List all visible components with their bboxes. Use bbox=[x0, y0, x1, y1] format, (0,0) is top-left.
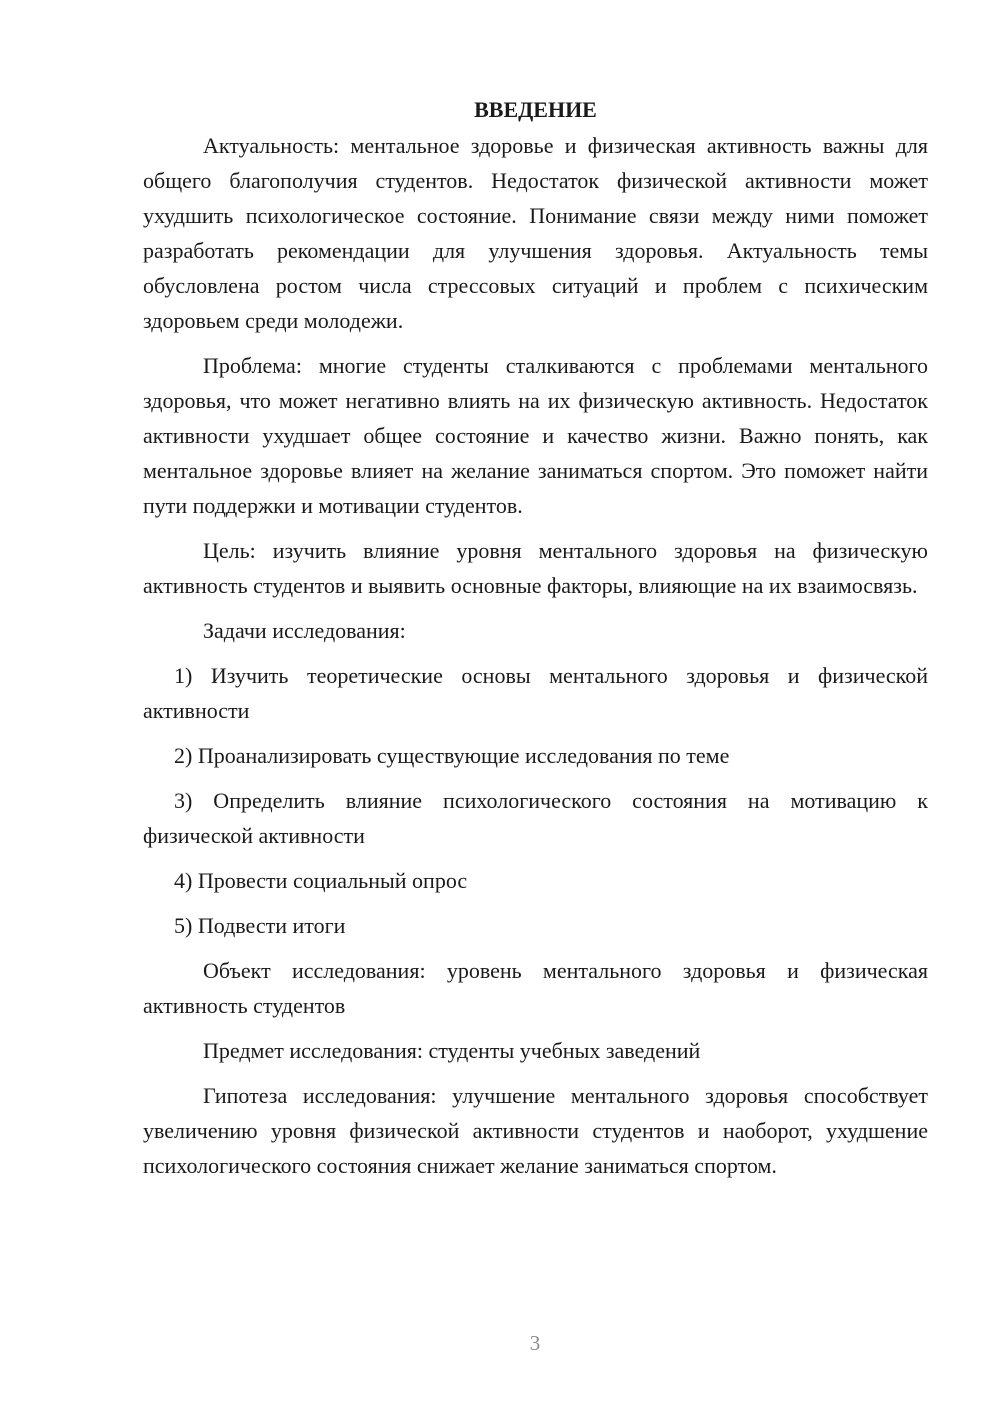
section-title: ВВЕДЕНИЕ bbox=[474, 97, 597, 122]
document-page bbox=[143, 92, 928, 1193]
tasks-heading: Задачи исследования: bbox=[203, 618, 406, 643]
goal-paragraph: Цель: изучить влияние уровня ментального здоровья на физическую активность студентов и выявить основные факторы, влияющие на их взаимосвязь. bbox=[143, 538, 928, 598]
task-item-2: 2) Проанализировать существующие исследования по теме bbox=[174, 743, 730, 768]
task-item-1: 1) Изучить теоретические основы ментального здоровья и физической активности bbox=[143, 663, 928, 723]
subject-paragraph: Предмет исследования: студенты учебных заведений bbox=[203, 1038, 701, 1063]
object-paragraph: Объект исследования: уровень ментального здоровья и физическая активность студентов bbox=[143, 958, 928, 1018]
problem-paragraph: Проблема: многие студенты сталкиваются с проблемами ментального здоровья, что может негативно влиять на их физическую активность. Недостаток активности ухудшает общее состояние и качество жизни. Важно понять, как ментальное здоровье влияет на желание заниматься спортом. Это поможет найти пути поддержки и мотивации студентов. bbox=[143, 353, 928, 518]
hypothesis-paragraph: Гипотеза исследования: улучшение ментального здоровья способствует увеличению уровня физической активности студентов и наоборот, ухудшение психологического состояния снижает желание заниматься спортом. bbox=[143, 1083, 928, 1178]
relevance-paragraph: Актуальность: ментальное здоровье и физическая активность важны для общего благополучия студентов. Недостаток физической активности может ухудшить психологическое состояние. Понимание связи между ними поможет разработать рекомендации для улучшения здоровья. Актуальность темы обусловлена ростом числа стрессовых ситуаций и проблем с психическим здоровьем среди молодежи. bbox=[143, 133, 928, 333]
task-item-4: 4) Провести социальный опрос bbox=[174, 868, 468, 893]
page-number: 3 bbox=[529, 1331, 541, 1355]
task-item-3: 3) Определить влияние психологического состояния на мотивацию к физической активности bbox=[143, 788, 928, 848]
task-item-5: 5) Подвести итоги bbox=[174, 913, 346, 938]
